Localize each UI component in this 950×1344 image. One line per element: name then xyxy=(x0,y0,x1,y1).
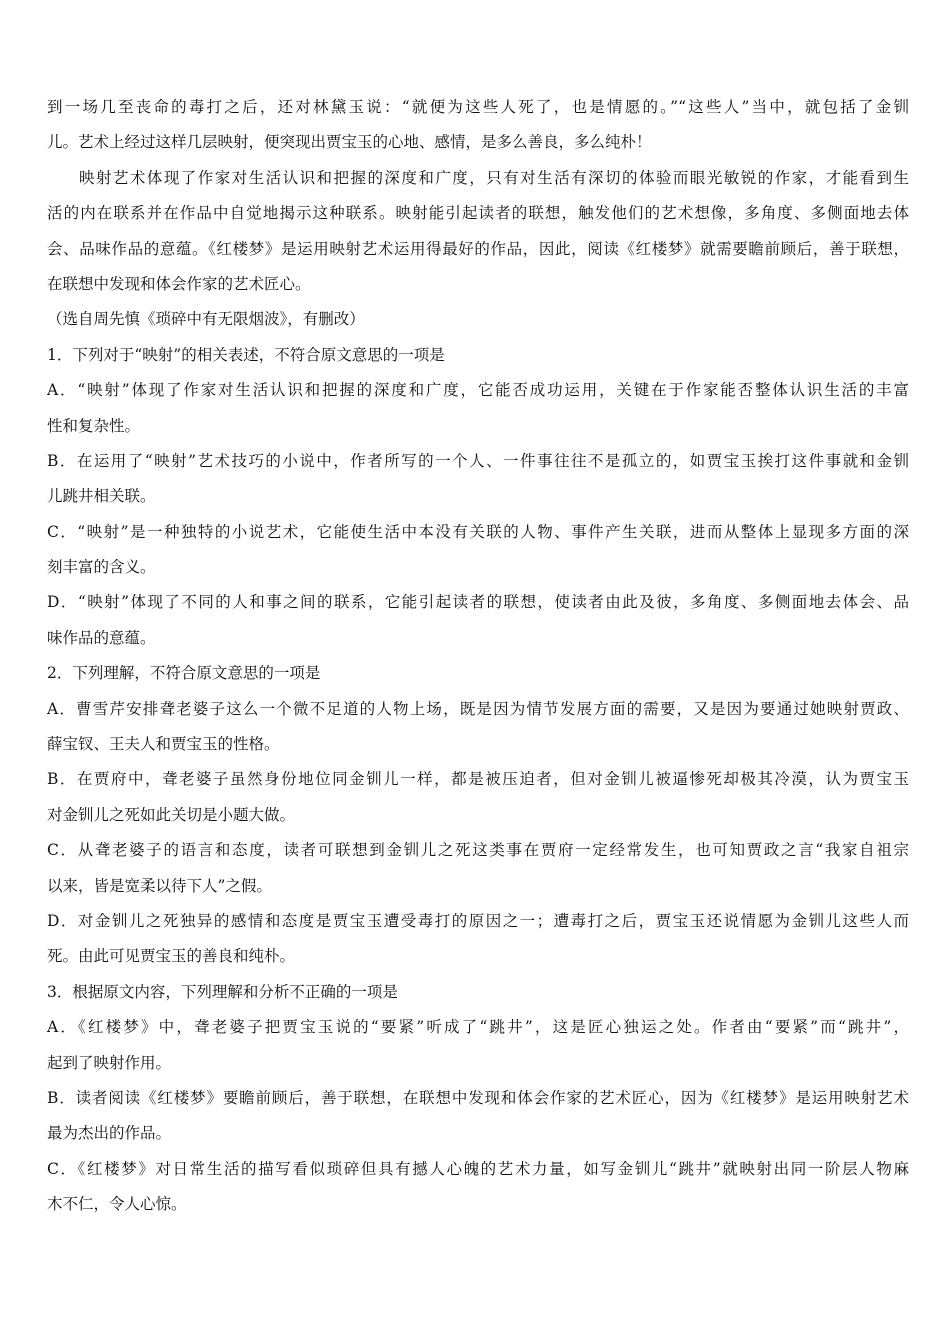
text-line: B．读者阅读《红楼梦》要瞻前顾后，善于联想，在联想中发现和体会作家的艺术匠心，因为《红楼梦》是运用映射艺术 xyxy=(47,1088,909,1107)
passage-paragraph xyxy=(47,161,909,303)
text-line: 刻丰富的含义。 xyxy=(47,558,156,577)
text-line: B．在运用了“映射”艺术技巧的小说中，作者所写的一个人、一件事往往不是孤立的，如贾宝玉挨打这件事就和金钏 xyxy=(47,451,909,470)
text-line: A．“映射”体现了作家对生活认识和把握的深度和广度，它能否成功运用，关键在于作家能否整体认识生活的丰富 xyxy=(47,381,909,400)
option-b xyxy=(47,444,909,515)
question-stem: 2．下列理解，不符合原文意思的一项是 xyxy=(47,664,321,683)
text-line: B．在贾府中，聋老婆子虽然身份地位同金钏儿一样，都是被压迫者，但对金钏儿被逼惨死却极其冷漠，认为贾宝玉 xyxy=(47,770,909,789)
text-line: 起到了映射作用。 xyxy=(47,1053,172,1072)
document-page xyxy=(47,90,909,1223)
text-line: C．“映射”是一种独特的小说艺术，它能使生活中本没有关联的人物、事件产生关联，进而从整体上显现多方面的深 xyxy=(47,522,909,541)
question-stem: 3．根据原文内容，下列理解和分析不正确的一项是 xyxy=(47,982,398,1001)
text-line: 会、品味作品的意蕴。《红楼梦》是运用映射艺术运用得最好的作品，因此，阅读《红楼梦》就需要瞻前顾后，善于联想， xyxy=(47,239,909,258)
text-line: 最为杰出的作品。 xyxy=(47,1124,172,1143)
option-b xyxy=(47,1081,909,1152)
option-c xyxy=(47,1152,909,1223)
question-2 xyxy=(47,656,909,975)
option-a xyxy=(47,692,909,763)
text-line: 到一场几至丧命的毒打之后，还对林黛玉说：“就便为这些人死了，也是情愿的。”“这些人”当中，就包括了金钏 xyxy=(47,98,909,116)
source-citation: （选自周先慎《琐碎中有无限烟波》，有删改） xyxy=(47,310,365,329)
text-line: 死。由此可见贾宝玉的善良和纯朴。 xyxy=(47,947,296,966)
text-line: 活的内在联系并在作品中自觉地揭示这种联系。映射能引起读者的联想，触发他们的艺术想像，多角度、多侧面地去体 xyxy=(47,204,909,223)
text-line: 性和复杂性。 xyxy=(47,416,141,435)
text-line: C．《红楼梦》对日常生活的描写看似琐碎但具有撼人心魄的艺术力量，如写金钏儿“跳井”就映射出同一阶层人物麻 xyxy=(47,1159,909,1178)
option-a xyxy=(47,373,909,444)
text-line: C．从聋老婆子的语言和态度，读者可联想到金钏儿之死这类事在贾府一定经常发生，也可知贾政之言“我家自祖宗 xyxy=(47,841,909,860)
text-line: 以来，皆是宽柔以待下人”之假。 xyxy=(47,876,272,895)
question-1 xyxy=(47,338,909,657)
option-d xyxy=(47,585,909,656)
text-line: A．曹雪芹安排聋老婆子这么一个微不足道的人物上场，既是因为情节发展方面的需要，又是因为要通过她映射贾政、 xyxy=(47,699,909,718)
text-line: D．对金钏儿之死独异的感情和态度是贾宝玉遭受毒打的原因之一；遭毒打之后，贾宝玉还说情愿为金钏儿这些人而 xyxy=(47,911,909,930)
text-line: 在联想中发现和体会作家的艺术匠心。 xyxy=(47,274,311,293)
option-b xyxy=(47,762,909,833)
option-a xyxy=(47,1010,909,1081)
text-line: 儿跳井相关联。 xyxy=(47,487,156,506)
text-line: 儿。艺术上经过这样几层映射，便突现出贾宝玉的心地、感情，是多么善良，多么纯朴！ xyxy=(47,133,652,152)
passage-paragraph xyxy=(47,90,909,161)
text-line: 薛宝钗、王夫人和贾宝玉的性格。 xyxy=(47,735,280,754)
text-line: D．“映射”体现了不同的人和事之间的联系，它能引起读者的联想，使读者由此及彼，多角度、多侧面地去体会、品 xyxy=(47,593,909,612)
option-c xyxy=(47,833,909,904)
option-d xyxy=(47,904,909,975)
text-line: 映射艺术体现了作家对生活认识和把握的深度和广度，只有对生活有深切的体验而眼光敏锐的作家，才能看到生 xyxy=(79,168,909,187)
text-line: A．《红楼梦》中，聋老婆子把贾宝玉说的“要紧”听成了“跳井”，这是匠心独运之处。作者由“要紧”而“跳井”， xyxy=(47,1018,909,1037)
text-line: 对金钏儿之死如此关切是小题大做。 xyxy=(47,805,296,824)
question-stem: 1．下列对于“映射”的相关表述，不符合原文意思的一项是 xyxy=(47,345,445,364)
text-line: 味作品的意蕴。 xyxy=(47,628,156,647)
option-c xyxy=(47,515,909,586)
question-3 xyxy=(47,975,909,1223)
text-line: 木不仁，令人心惊。 xyxy=(47,1195,187,1214)
